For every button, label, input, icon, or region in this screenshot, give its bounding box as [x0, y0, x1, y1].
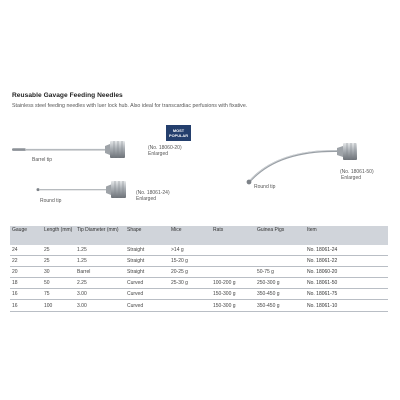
- cell-length: 25: [42, 245, 75, 256]
- column-header-tip-diameter: Tip Diameter (mm): [75, 226, 125, 245]
- cell-gauge: 22: [10, 256, 42, 267]
- cell-tip-diameter: Barrel: [75, 267, 125, 278]
- cell-length: 100: [42, 300, 75, 311]
- cell-shape: Curved: [125, 300, 169, 311]
- column-header-length: Length (mm): [42, 226, 75, 245]
- cell-guinea-pigs: 350-450 g: [255, 300, 305, 311]
- cell-length: 30: [42, 267, 75, 278]
- barrel-tip: [12, 148, 26, 151]
- round-tip-item-number: (No. 18061-24): [136, 190, 170, 196]
- table-row: [10, 300, 388, 311]
- table-row: [10, 245, 388, 256]
- cell-gauge: 24: [10, 245, 42, 256]
- cell-tip-diameter: 2.25: [75, 278, 125, 289]
- cell-rats: [211, 245, 255, 256]
- cell-length: 25: [42, 256, 75, 267]
- table-row: [10, 289, 388, 300]
- cell-tip-diameter: 3.00: [75, 289, 125, 300]
- round-tip-ball: [247, 180, 252, 185]
- table-row: [10, 256, 388, 267]
- badge-line-1: MOST: [172, 127, 185, 133]
- cell-gauge: 16: [10, 289, 42, 300]
- cell-mice: [169, 289, 211, 300]
- column-header-shape: Shape: [125, 226, 169, 245]
- column-header-item: Item: [305, 226, 388, 245]
- cell-guinea-pigs: 50-75 g: [255, 267, 305, 278]
- needle-shaft: [25, 149, 105, 151]
- column-header-guinea-pigs: Guinea Pigs: [255, 226, 305, 245]
- needle-collar: [337, 146, 343, 157]
- cell-mice: 20-25 g: [169, 267, 211, 278]
- cell-guinea-pigs: 250-300 g: [255, 278, 305, 289]
- needle-shaft: [39, 189, 106, 190]
- cell-mice: [169, 300, 211, 311]
- cell-shape: Straight: [125, 267, 169, 278]
- cell-item-number: No. 18061-75: [305, 289, 388, 300]
- most-popular-badge: [166, 125, 191, 141]
- cell-rats: [211, 256, 255, 267]
- luer-hub: [111, 181, 126, 198]
- cell-rats: 150-300 g: [211, 289, 255, 300]
- badge-line-2: POPULAR: [168, 132, 189, 138]
- cell-gauge: 20: [10, 267, 42, 278]
- curved-round-tip-label: Round tip: [254, 184, 276, 190]
- cell-guinea-pigs: [255, 256, 305, 267]
- column-header-rats: Rats: [211, 226, 255, 245]
- round-tip-needle: [37, 181, 127, 198]
- product-description: Stainless steel feeding needles with luer lock hub. Also ideal for transcardiac perfusions with fixative.: [12, 103, 248, 109]
- barrel-tip-needle: [12, 141, 125, 158]
- needle-collar: [105, 144, 110, 155]
- table-header-row: [10, 226, 388, 245]
- specification-table: [10, 226, 388, 312]
- curved-item-number: (No. 18061-50): [340, 169, 374, 175]
- table-row: [10, 267, 388, 278]
- curved-enlarged-note: Enlarged: [341, 175, 362, 181]
- cell-gauge: 18: [10, 278, 42, 289]
- cell-guinea-pigs: [255, 245, 305, 256]
- cell-item-number: No. 18061-50: [305, 278, 388, 289]
- cell-rats: [211, 267, 255, 278]
- needle-collar: [106, 185, 111, 196]
- cell-length: 50: [42, 278, 75, 289]
- cell-tip-diameter: 3.00: [75, 300, 125, 311]
- cell-rats: 100-200 g: [211, 278, 255, 289]
- cell-gauge: 16: [10, 300, 42, 311]
- barrel-tip-label: Barrel tip: [32, 157, 53, 163]
- round-tip-enlarged-note: Enlarged: [136, 196, 157, 202]
- round-tip-label: Round tip: [40, 198, 62, 204]
- page-title: Reusable Gavage Feeding Needles: [12, 92, 123, 99]
- table-row: [10, 278, 388, 289]
- cell-item-number: No. 18061-24: [305, 245, 388, 256]
- cell-shape: Straight: [125, 256, 169, 267]
- cell-item-number: No. 18061-22: [305, 256, 388, 267]
- cell-item-number: No. 18060-20: [305, 267, 388, 278]
- luer-hub: [110, 141, 125, 158]
- cell-tip-diameter: 1.25: [75, 245, 125, 256]
- barrel-tip-item-number: (No. 18060-20): [148, 145, 182, 151]
- column-header-gauge: Gauge: [10, 226, 42, 245]
- cell-shape: Curved: [125, 289, 169, 300]
- cell-tip-diameter: 1.25: [75, 256, 125, 267]
- cell-rats: 150-300 g: [211, 300, 255, 311]
- barrel-tip-enlarged-note: Enlarged: [148, 151, 169, 157]
- cell-guinea-pigs: 350-450 g: [255, 289, 305, 300]
- cell-shape: Curved: [125, 278, 169, 289]
- column-header-mice: Mice: [169, 226, 211, 245]
- cell-mice: 15-20 g: [169, 256, 211, 267]
- cell-item-number: No. 18061-10: [305, 300, 388, 311]
- cell-length: 75: [42, 289, 75, 300]
- curved-shaft: [250, 151, 338, 181]
- cell-shape: Straight: [125, 245, 169, 256]
- cell-mice: >14 g: [169, 245, 211, 256]
- cell-mice: 25-30 g: [169, 278, 211, 289]
